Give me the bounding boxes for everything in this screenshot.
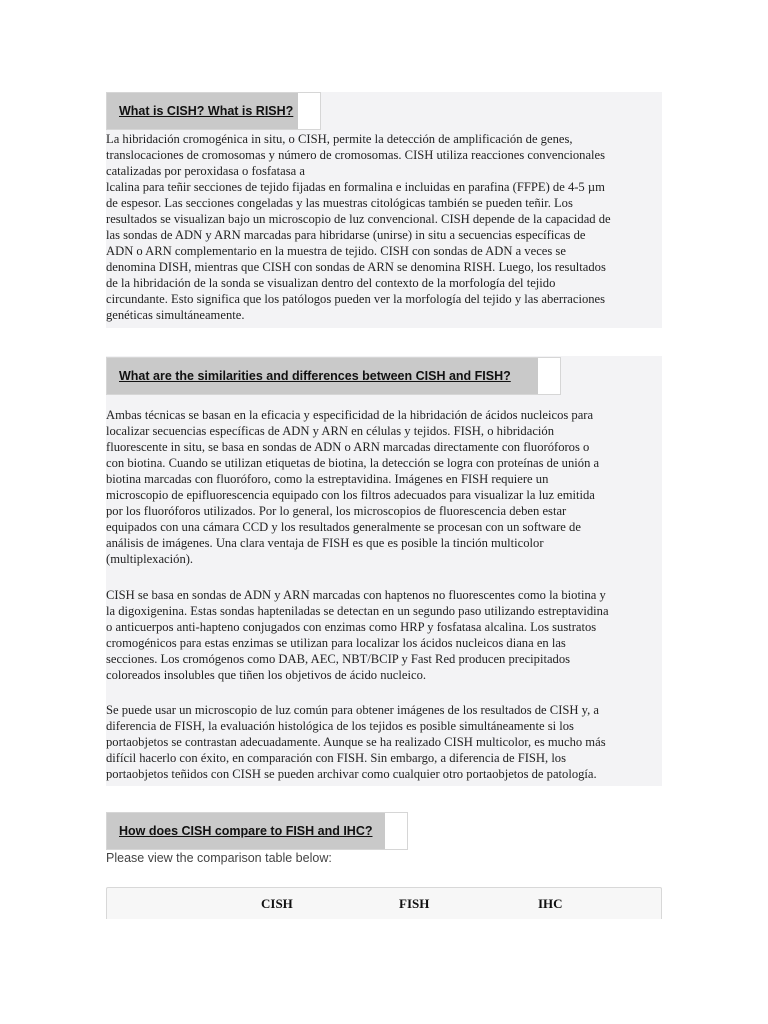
text-line: microscopio de epifluorescencia equipado con los filtros adecuados para visualizar la luz emitida: [106, 488, 595, 502]
text-line: Se puede usar un microscopio de luz común para obtener imágenes de los resultados de CISH y, a: [106, 703, 600, 717]
text-line: secciones. Los cromógenos como DAB, AEC, NBT/BCIP y Fast Red producen precipitados: [106, 652, 571, 666]
comparison-note: Please view the comparison table below:: [106, 851, 332, 865]
text-line: Ambas técnicas se basan en la eficacia y especificidad de la hibridación de ácidos nucleicos para: [106, 408, 594, 422]
text-line: cromogénicos para estas enzimas se utilizan para localizar los ácidos nucleicos diana en las: [106, 636, 566, 650]
text-line: o anticuerpos anti-hapteno conjugados con enzimas como HRP y fosfatasa alcalina. Los sustratos: [106, 620, 597, 634]
section3-heading: How does CISH compare to FISH and IHC?: [106, 812, 408, 850]
section1-paragraph: [106, 131, 662, 323]
section2-paragraph-1: [106, 407, 662, 567]
text-line: lcalina para teñir secciones de tejido fijadas en formalina e incluidas en parafina (FFPE) de 4-5 µm: [106, 180, 605, 194]
text-line: análisis de imágenes. Una clara ventaja de FISH es que es posible la tinción multicolor: [106, 536, 544, 550]
section2-paragraph-2: [106, 587, 662, 683]
text-line: la digoxigenina. Estas sondas hapteniladas se detectan en un segundo paso utilizando estreptavidina: [106, 604, 609, 618]
table-header-fish: FISH: [399, 896, 430, 911]
text-line: las sondas de ADN y ARN marcadas para hibridarse (unirse) in situ a secuencias específicas de: [106, 228, 586, 242]
text-line: de espesor. Las secciones congeladas y las muestras citológicas también se pueden teñir. Los: [106, 196, 573, 210]
text-line: biotina marcadas con fluoróforo, como la estreptavidina. Imágenes en FISH requiere un: [106, 472, 549, 486]
text-line: translocaciones de cromosomas y número de cromosomas. CISH utiliza reacciones convencionales: [106, 148, 606, 162]
text-line: equipados con una cámara CCD y los resultados generalmente se procesan con un software de: [106, 520, 581, 534]
section1-heading: What is CISH? What is RISH?: [106, 92, 321, 130]
text-line: denomina DISH, mientras que CISH con sondas de ARN se denomina RISH. Luego, los resultados: [106, 260, 606, 274]
text-line: portaobjetos se contrastan adecuadamente. Aunque se ha realizado CISH multicolor, es mucho más: [106, 735, 606, 749]
text-line: difícil hacerlo con éxito, en comparación con FISH. Sin embargo, a diferencia de FISH, los: [106, 751, 567, 765]
comparison-table-header: [106, 887, 662, 919]
text-line: portaobjetos teñidos con CISH se pueden archivar como cualquier otro portaobjetos de patología.: [106, 767, 597, 781]
text-line: La hibridación cromogénica in situ, o CISH, permite la detección de amplificación de genes,: [106, 132, 573, 146]
text-line: diferencia de FISH, la evaluación histológica de los tejidos es posible simultáneamente si los: [106, 719, 574, 733]
section2-paragraph-3: [106, 702, 662, 782]
text-line: localizar secuencias específicas de ADN y ARN en células y tejidos. FISH, o hibridación: [106, 424, 554, 438]
text-line: por los fluoróforos utilizados. Por lo general, los microscopios de fluorescencia deben estar: [106, 504, 567, 518]
text-line: con biotina. Cuando se utilizan etiquetas de biotina, la detección se logra con proteínas de unión a: [106, 456, 600, 470]
text-line: ADN o ARN complementario en la muestra de tejido. CISH con sondas de ADN a veces se: [106, 244, 566, 258]
text-line: de la hibridación de la sonda se visualizan dentro del contexto de la morfología del tejido: [106, 276, 556, 290]
text-line: (multiplexación).: [106, 552, 194, 566]
text-line: resultados se visualizan bajo un microscopio de luz convencional. CISH depende de la capacidad de: [106, 212, 611, 226]
text-line: catalizadas por peroxidasa o fosfatasa a: [106, 164, 305, 178]
table-header-ihc: IHC: [538, 896, 563, 911]
text-line: CISH se basa en sondas de ADN y ARN marcadas con haptenos no fluorescentes como la biotina y: [106, 588, 606, 602]
text-line: circundante. Esto significa que los patólogos pueden ver la morfología del tejido y las aberraciones: [106, 292, 606, 306]
text-line: fluorescente in situ, se basa en sondas de ADN o ARN marcadas directamente con fluoróforos o: [106, 440, 590, 454]
text-line: genéticas simultáneamente.: [106, 308, 245, 322]
table-header-cish: CISH: [261, 896, 293, 911]
section2-heading: What are the similarities and differences between CISH and FISH?: [106, 357, 561, 395]
text-line: coloreados insolubles que tiñen los objetivos de ácido nucleico.: [106, 668, 427, 682]
